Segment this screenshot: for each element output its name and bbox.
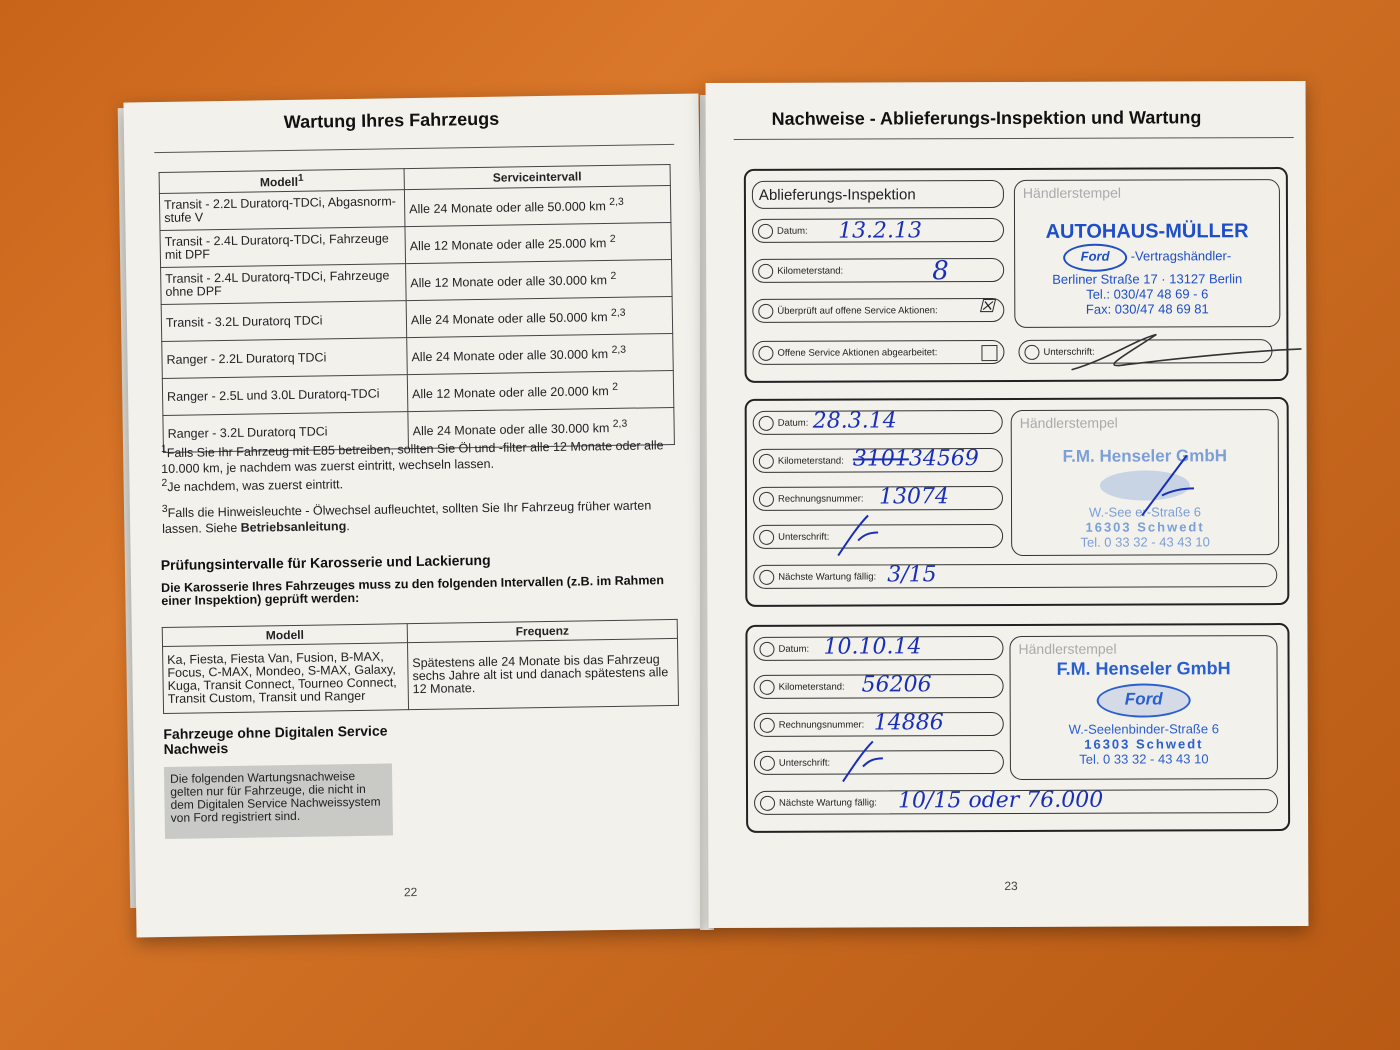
model-cell: Ranger - 2.2L Duratorq TDCi xyxy=(162,338,408,379)
service-record-card-1 xyxy=(745,397,1290,607)
dealer-stamp xyxy=(1019,220,1275,317)
model-cell: Transit - 2.2L Duratorq-TDCi, Abgasnorm-stufe V xyxy=(159,190,405,231)
dealer-stamp-box xyxy=(1009,635,1278,780)
date-handwriting: 28.3.14 xyxy=(812,408,897,434)
section-heading: Prüfungsintervalle für Karosserie und Lackierung xyxy=(160,551,491,574)
section-intro: Die Karosserie Ihres Fahrzeuges muss zu den folgenden Intervallen (z.B. im Rahmen einer Inspektion) geprüft werden: xyxy=(160,573,665,609)
mileage-field: Kilometerstand: xyxy=(752,258,1004,283)
column-header-frequency: Frequenz xyxy=(407,619,677,642)
subheading: Fahrzeuge ohne Digitalen Service Nachweis xyxy=(163,722,388,758)
footnote-3: $^3$Falls die Hinweisleuchte - Ölwechsel aufleuchtet, sollten Sie Ihr Fahrzeug früher warten lassen. Siehe Betriebsanleitung. xyxy=(161,498,652,537)
page-title: Nachweise - Ablieferungs-Inspektion und Wartung xyxy=(771,107,1202,129)
column-header-model: Modell xyxy=(162,624,407,647)
column-header-model: Modell$^1$ xyxy=(159,169,404,194)
interval-cell: Alle 24 Monate oder alle 30.000 km $^{2,3}$ xyxy=(408,407,675,448)
footnote-1: $^1$Falls Sie Ihr Fahrzeug mit E85 betreiben, sollten Sie Öl und -filter alle 12 Monate oder alle 10.000 km, je nachdem was zuerst eintritt, wechseln lassen. xyxy=(160,438,664,477)
mileage-field: Kilometerstand: xyxy=(753,448,1003,473)
interval-cell: Alle 24 Monate oder alle 30.000 km $^{2,3}$ xyxy=(407,333,674,374)
service-record-card-2 xyxy=(745,623,1290,833)
next-service-handwriting: 3/15 xyxy=(887,562,937,588)
mileage-handwriting: 310134569 xyxy=(852,446,979,472)
page-number: 22 xyxy=(403,885,418,900)
signature-scribble xyxy=(838,736,898,786)
delivery-inspection-label: Ablieferungs-Inspektion xyxy=(752,180,1004,209)
footnote-2: $^2$Je nachdem, was zuerst eintritt. xyxy=(161,477,344,495)
service-interval-table xyxy=(159,164,675,453)
mileage-handwriting: 56206 xyxy=(861,672,932,698)
stamp-line: W.-See er-Straße 6 xyxy=(1089,504,1202,520)
date-handwriting: 10.10.14 xyxy=(823,634,922,660)
model-cell: Transit - 2.4L Duratorq-TDCi, Fahrzeuge mit DPF xyxy=(160,227,406,268)
invoice-field: Rechnungsnummer: xyxy=(753,486,1003,511)
invoice-handwriting: 14886 xyxy=(873,710,944,736)
dealer-stamp-box xyxy=(1014,179,1281,328)
invoice-handwriting: 13074 xyxy=(878,484,950,510)
stamp-line: Tel. 0 33 32 - 43 43 10 xyxy=(1079,751,1209,767)
model-cell: Ka, Fiesta, Fiesta Van, Fusion, B-MAX, Focus, C-MAX, Mondeo, S-MAX, Galaxy, Kuga, Transit Connect, Tourneo Connect, Transit Custom, Transit und Ranger xyxy=(163,643,409,714)
mileage-handwriting: 8 xyxy=(932,256,949,287)
model-cell: Ranger - 2.5L und 3.0L Duratorq-TDCi xyxy=(162,375,408,416)
stamp-dealer-name: F.M. Henseler GmbH xyxy=(1062,446,1228,466)
column-header-interval: Serviceintervall xyxy=(404,164,670,189)
stamp-logo-row xyxy=(1015,683,1273,718)
signature-field: Unterschrift: xyxy=(1018,339,1272,364)
stamp-line: Berliner Straße 17 · 13127 Berlin xyxy=(1052,271,1243,287)
title-rule xyxy=(734,137,1294,140)
dealer-stamp-label: Händlerstempel xyxy=(1018,640,1117,657)
dealer-stamp xyxy=(1015,658,1273,767)
stamp-line: Fax: 030/47 48 69 81 xyxy=(1085,301,1209,317)
interval-cell: Alle 24 Monate oder alle 50.000 km $^{2,3}$ xyxy=(404,185,671,226)
checked-open-actions-field: Überprüft auf offene Service Aktionen: xyxy=(752,298,1004,323)
model-cell: Transit - 3.2L Duratorq TDCi xyxy=(161,301,407,342)
next-service-field: Nächste Wartung fällig: xyxy=(754,789,1278,815)
model-cell: Transit - 2.4L Duratorq-TDCi, Fahrzeuge ohne DPF xyxy=(161,264,407,305)
delivery-inspection-card xyxy=(744,167,1289,383)
stamp-line: Tel. 0 33 32 - 43 43 10 xyxy=(1080,534,1210,550)
interval-cell: Alle 12 Monate oder alle 25.000 km $^2$ xyxy=(405,222,672,263)
mileage-field: Kilometerstand: xyxy=(754,674,1004,699)
signature-field: Unterschrift: xyxy=(754,750,1004,775)
stamp-line: W.-Seelenbinder-Straße 6 xyxy=(1068,721,1219,737)
title-rule xyxy=(154,144,674,153)
page-title: Wartung Ihres Fahrzeugs xyxy=(283,108,500,133)
stamp-line: 16303 Schwedt xyxy=(1084,736,1204,752)
signature-scribble xyxy=(1066,329,1306,380)
page-number: 23 xyxy=(1004,878,1018,894)
next-service-field: Nächste Wartung fällig: xyxy=(753,563,1277,589)
body-check-table xyxy=(162,619,679,714)
signature-scribble xyxy=(1132,450,1202,520)
interval-cell: Alle 24 Monate oder alle 50.000 km $^{2,3}$ xyxy=(406,296,673,337)
ford-logo-icon: Ford xyxy=(1097,683,1191,717)
stamp-line: Tel.: 030/47 48 69 - 6 xyxy=(1086,286,1209,302)
date-field: Datum: xyxy=(753,410,1003,435)
checkbox-icon xyxy=(981,345,997,361)
stamp-dealer-name: AUTOHAUS-MÜLLER xyxy=(1045,220,1249,243)
interval-cell: Alle 12 Monate oder alle 30.000 km $^2$ xyxy=(406,259,673,300)
table-row xyxy=(163,638,679,713)
frequency-cell: Spätestens alle 24 Monate bis das Fahrzeug sechs Jahre alt ist und danach spätestens alle 12 Monate. xyxy=(407,638,678,709)
interval-cell: Alle 12 Monate oder alle 20.000 km $^2$ xyxy=(407,370,674,411)
left-page xyxy=(123,94,711,938)
checked-mark: ☒ xyxy=(978,296,995,318)
date-handwriting: 13.2.13 xyxy=(838,218,923,244)
stamp-line: Ford -Vertragshändler- xyxy=(1019,243,1275,272)
date-field: Datum: xyxy=(753,636,1003,661)
right-page xyxy=(706,81,1309,928)
dealer-stamp-box xyxy=(1011,409,1280,556)
open-actions-done-field: Offene Service Aktionen abgearbeitet: xyxy=(752,340,1004,365)
dealer-stamp-label: Händlerstempel xyxy=(1019,414,1118,431)
next-service-handwriting: 10/15 oder 76.000 xyxy=(897,787,1104,814)
stamp-dealer-name: F.M. Henseler GmbH xyxy=(1056,658,1231,679)
ford-logo-icon: Ford xyxy=(1063,244,1127,272)
grey-note: Die folgenden Wartungsnachweise gelten nur für Fahrzeuge, die nicht in dem Digitalen Service Nachweissystem von Ford registriert sind. xyxy=(164,763,393,839)
dealer-stamp-label: Händlerstempel xyxy=(1022,184,1122,201)
stamp-line: 16303 Schwedt xyxy=(1085,519,1205,535)
model-cell: Ranger - 3.2L Duratorq TDCi xyxy=(163,412,409,453)
signature-field: Unterschrift: xyxy=(753,524,1003,549)
date-field: Datum: xyxy=(752,218,1004,243)
invoice-field: Rechnungsnummer: xyxy=(754,712,1004,737)
signature-scribble xyxy=(833,510,893,560)
